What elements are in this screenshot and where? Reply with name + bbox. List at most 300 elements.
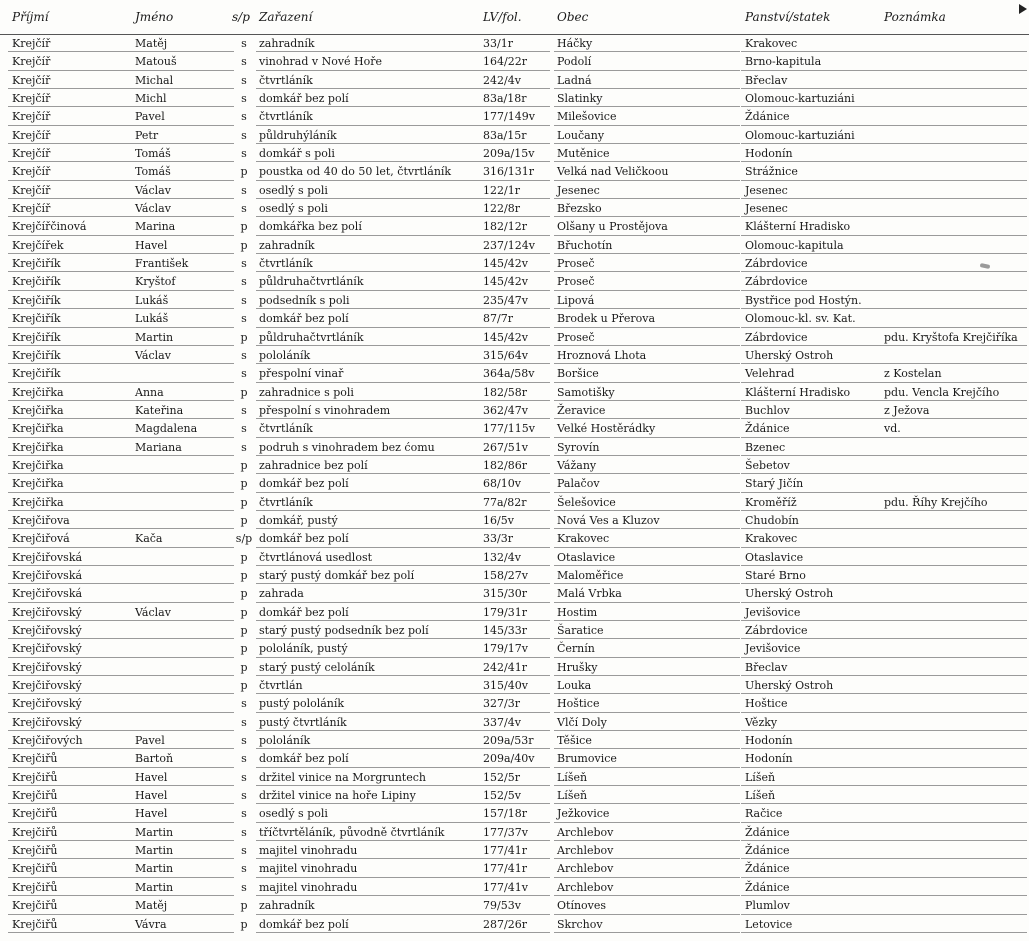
cell-note: z Ježova: [884, 403, 930, 417]
cell-lv: 145/33r: [483, 624, 527, 637]
cell-panstvi: Klášterní Hradisko: [745, 385, 851, 399]
cell-position: domkář, pustý: [259, 513, 338, 527]
cell-panstvi: Zábrdovice: [745, 330, 808, 344]
cell-obec: Syrovín: [557, 440, 600, 454]
cell-panstvi: Zábrdovice: [745, 275, 808, 289]
cell-position: přespolní vinař: [259, 367, 344, 381]
cell-note: pdu. Vencla Krejčího: [884, 385, 1000, 399]
cell-note: pdu. Kryštofa Krejčiříka: [884, 330, 1018, 344]
cell-sp: p: [240, 458, 248, 472]
row-underline: [8, 932, 132, 933]
cell-sp: s: [241, 110, 247, 124]
cell-sp: p: [240, 165, 248, 179]
cell-name: Michl: [135, 92, 167, 106]
cell-name: Kryštof: [135, 275, 176, 289]
cell-obec: Žeravice: [557, 403, 606, 417]
cell-obec: Palačov: [557, 477, 600, 491]
cell-name: František: [135, 257, 189, 271]
table-row: [0, 71, 1029, 89]
arrow-marker-icon: [1019, 4, 1027, 14]
cell-position: domkář s poli: [259, 147, 335, 161]
table-row: [0, 181, 1029, 199]
cell-surname: Krejčiřů: [12, 825, 58, 839]
cell-obec: Samotišky: [557, 385, 615, 399]
table-header: [0, 0, 1029, 35]
table-row: [0, 823, 1029, 841]
cell-position: půldruhačtvrtláník: [259, 275, 364, 289]
cell-lv: 315/30r: [483, 587, 527, 601]
cell-lv: 177/41r: [483, 862, 527, 876]
cell-surname: Krejčiřů: [12, 752, 58, 766]
table-row: [0, 639, 1029, 657]
cell-obec: Jesenec: [557, 183, 600, 197]
cell-position: zahrada: [259, 587, 304, 601]
cell-lv: 152/5r: [483, 770, 520, 784]
cell-obec: Líšeň: [557, 789, 588, 803]
cell-obec: Hroznová Lhota: [557, 348, 647, 362]
cell-name: Martin: [135, 880, 174, 894]
cell-obec: Šelešovice: [557, 495, 616, 509]
table-row: [0, 199, 1029, 217]
cell-surname: Krejčíř: [12, 183, 51, 197]
cell-lv: 145/42v: [483, 330, 528, 344]
cell-position: zahradník: [259, 238, 315, 252]
cell-position: čtvrtláník: [259, 495, 313, 509]
table-row: [0, 878, 1029, 896]
table-row: [0, 511, 1029, 529]
cell-note: vd.: [884, 422, 901, 436]
cell-panstvi: Líšeň: [745, 789, 776, 803]
cell-surname: Krejčiřka: [12, 403, 64, 417]
cell-lv: 122/8r: [483, 202, 520, 216]
cell-panstvi: Krakovec: [745, 532, 798, 546]
cell-surname: Krejčířčinová: [12, 220, 87, 234]
cell-surname: Krejčiřovský: [12, 715, 82, 729]
cell-obec: Hrušky: [557, 660, 598, 674]
table-row: [0, 419, 1029, 437]
cell-panstvi: Krakovec: [745, 37, 798, 50]
cell-obec: Podolí: [557, 55, 592, 69]
cell-position: podsedník s poli: [259, 293, 350, 307]
cell-sp: p: [240, 624, 248, 637]
header-name: Jméno: [135, 10, 174, 24]
table-row: [0, 548, 1029, 566]
cell-position: tříčtvrtěláník, původně čtvrtláník: [259, 825, 445, 839]
cell-panstvi: Olomouc-kartuziáni: [745, 92, 855, 106]
cell-sp: s: [241, 789, 247, 803]
cell-name: Magdalena: [135, 422, 198, 436]
cell-position: zahradník: [259, 37, 315, 50]
cell-lv: 182/12r: [483, 220, 527, 234]
cell-panstvi: Klášterní Hradisko: [745, 220, 851, 234]
cell-panstvi: Staré Brno: [745, 568, 806, 582]
cell-sp: s: [241, 770, 247, 784]
cell-lv: 242/4v: [483, 73, 521, 87]
cell-sp: s: [241, 275, 247, 289]
cell-obec: Hostim: [557, 605, 598, 619]
cell-surname: Krejčiřka: [12, 495, 64, 509]
table-row: [0, 621, 1029, 639]
cell-lv: 158/27v: [483, 568, 528, 582]
cell-obec: Lipová: [557, 293, 595, 307]
cell-obec: Březsko: [557, 202, 602, 216]
cell-surname: Krejčiřů: [12, 880, 58, 894]
table-row: [0, 236, 1029, 254]
cell-sp: s: [241, 734, 247, 748]
table-row: [0, 529, 1029, 547]
header-sp: s/p: [232, 10, 250, 24]
cell-position: půldruhýláník: [259, 128, 337, 142]
cell-obec: Proseč: [557, 275, 595, 289]
table-row: [0, 749, 1029, 767]
cell-surname: Krejčiřovský: [12, 679, 82, 693]
cell-obec: Otínoves: [557, 899, 607, 913]
cell-lv: 177/41r: [483, 844, 527, 858]
cell-lv: 68/10v: [483, 477, 521, 491]
table-row: [0, 584, 1029, 602]
cell-obec: Velké Hostěrádky: [557, 422, 656, 436]
cell-sp: s: [241, 422, 247, 436]
cell-sp: p: [240, 568, 248, 582]
cell-surname: Krejčiřík: [12, 367, 61, 381]
cell-sp: s: [241, 348, 247, 362]
row-underline: [741, 932, 881, 933]
cell-obec: Břuchotín: [557, 238, 613, 252]
table-row: [0, 126, 1029, 144]
cell-sp: s: [241, 862, 247, 876]
cell-surname: Krejčíř: [12, 165, 51, 179]
cell-surname: Krejčiřovský: [12, 624, 82, 637]
cell-position: podruh s vinohradem bez ćomu: [259, 440, 435, 454]
cell-panstvi: Ždánice: [745, 862, 790, 876]
cell-obec: Nová Ves a Kluzov: [557, 513, 660, 527]
cell-name: Matěj: [135, 37, 168, 50]
header-obec: Obec: [557, 10, 589, 24]
cell-lv: 287/26r: [483, 917, 527, 931]
cell-sp: s: [241, 257, 247, 271]
cell-obec: Proseč: [557, 257, 595, 271]
cell-sp: s: [241, 312, 247, 326]
table-row: [0, 566, 1029, 584]
cell-obec: Maloměřice: [557, 568, 624, 582]
cell-position: poustka od 40 do 50 let, čtvrtláník: [259, 165, 452, 179]
cell-position: zahradnice bez polí: [259, 458, 368, 472]
cell-position: čtvrtlánová usedlost: [259, 550, 373, 564]
cell-panstvi: Olomouc-kl. sv. Kat.: [745, 312, 856, 326]
cell-panstvi: Jevišovice: [745, 605, 801, 619]
cell-panstvi: Břeclav: [745, 660, 788, 674]
cell-panstvi: Letovice: [745, 917, 793, 931]
cell-note: pdu. Říhy Krejčího: [884, 495, 988, 509]
cell-surname: Krejčiřová: [12, 532, 70, 546]
cell-position: domkář bez polí: [259, 752, 349, 766]
cell-sp: p: [240, 917, 248, 931]
cell-sp: s: [241, 367, 247, 381]
table-row: [0, 438, 1029, 456]
table-row: [0, 254, 1029, 272]
cell-surname: Krejčiřů: [12, 899, 58, 913]
cell-obec: Archlebov: [557, 844, 614, 858]
cell-panstvi: Jevišovice: [745, 642, 801, 656]
cell-name: Tomáš: [135, 147, 171, 161]
table-row: [0, 804, 1029, 822]
cell-lv: 132/4v: [483, 550, 521, 564]
cell-obec: Archlebov: [557, 825, 614, 839]
cell-panstvi: Zábrdovice: [745, 257, 808, 271]
cell-obec: Archlebov: [557, 862, 614, 876]
cell-sp: s: [241, 147, 247, 161]
register-rows: [0, 34, 1029, 933]
cell-sp: s: [241, 92, 247, 106]
table-row: [0, 401, 1029, 419]
cell-name: Václav: [135, 183, 171, 197]
cell-position: zahradnice s poli: [259, 385, 354, 399]
cell-obec: Proseč: [557, 330, 595, 344]
cell-lv: 327/3r: [483, 697, 520, 711]
cell-surname: Krejčiřů: [12, 862, 58, 876]
cell-name: Martin: [135, 825, 174, 839]
cell-obec: Těšice: [557, 734, 592, 748]
cell-obec: Černín: [557, 642, 595, 656]
cell-lv: 182/58r: [483, 385, 527, 399]
cell-lv: 337/4v: [483, 715, 521, 729]
cell-panstvi: Velehrad: [745, 367, 795, 381]
cell-position: domkář bez polí: [259, 477, 349, 491]
cell-obec: Ladná: [557, 73, 592, 87]
cell-lv: 316/131r: [483, 165, 534, 179]
cell-name: Bartoň: [135, 752, 174, 766]
cell-panstvi: Jesenec: [745, 202, 788, 216]
cell-lv: 152/5v: [483, 789, 521, 803]
cell-lv: 87/7r: [483, 312, 513, 326]
cell-obec: Krakovec: [557, 532, 610, 546]
cell-name: Tomáš: [135, 165, 171, 179]
table-row: [0, 859, 1029, 877]
table-row: [0, 694, 1029, 712]
cell-obec: Mutěnice: [557, 147, 610, 161]
cell-name: Vávra: [135, 917, 167, 931]
row-underline: [480, 932, 550, 933]
cell-obec: Hoštice: [557, 697, 600, 711]
cell-surname: Krejčiřík: [12, 312, 61, 326]
table-row: [0, 328, 1029, 346]
cell-obec: Slatinky: [557, 92, 603, 106]
cell-sp: s: [241, 697, 247, 711]
row-underline: [256, 932, 480, 933]
cell-obec: Boršice: [557, 367, 599, 381]
cell-position: majitel vinohradu: [259, 862, 358, 876]
cell-obec: Malá Vrbka: [557, 587, 622, 601]
cell-surname: Krejčíř: [12, 92, 51, 106]
cell-surname: Krejčíř: [12, 73, 51, 87]
cell-obec: Otaslavice: [557, 550, 616, 564]
cell-surname: Krejčíř: [12, 37, 51, 50]
cell-lv: 362/47v: [483, 403, 528, 417]
cell-name: Lukáš: [135, 293, 169, 307]
cell-sp: p: [240, 238, 248, 252]
cell-obec: Háčky: [557, 37, 593, 50]
table-row: [0, 768, 1029, 786]
cell-position: pustý pololáník: [259, 697, 345, 711]
cell-name: Havel: [135, 238, 168, 252]
cell-lv: 209a/15v: [483, 147, 535, 161]
table-row: [0, 144, 1029, 162]
cell-surname: Krejčiřovský: [12, 605, 82, 619]
cell-name: Havel: [135, 770, 168, 784]
cell-sp: s: [241, 55, 247, 69]
cell-surname: Krejčiřů: [12, 844, 58, 858]
cell-name: Matěj: [135, 899, 168, 913]
table-row: [0, 658, 1029, 676]
cell-lv: 242/41r: [483, 660, 527, 674]
cell-position: přespolní s vinohradem: [259, 403, 391, 417]
cell-panstvi: Kroměříž: [745, 495, 797, 509]
cell-panstvi: Buchlov: [745, 403, 790, 417]
cell-name: Michal: [135, 73, 174, 87]
cell-position: čtvrtláník: [259, 422, 313, 436]
cell-panstvi: Chudobín: [745, 513, 799, 527]
cell-surname: Krejčiřík: [12, 257, 61, 271]
cell-surname: Krejčíř: [12, 55, 51, 69]
cell-name: Kateřina: [135, 403, 184, 417]
cell-lv: 33/3r: [483, 532, 513, 546]
cell-panstvi: Hoštice: [745, 697, 788, 711]
table-row: [0, 272, 1029, 290]
header-note: Poznámka: [884, 10, 946, 24]
cell-name: Lukáš: [135, 312, 169, 326]
cell-sp: p: [240, 385, 248, 399]
cell-panstvi: Plumlov: [745, 899, 790, 913]
table-row: [0, 162, 1029, 180]
cell-panstvi: Otaslavice: [745, 550, 804, 564]
cell-position: starý pustý domkář bez polí: [259, 568, 415, 582]
cell-lv: 177/115v: [483, 422, 535, 436]
table-row: [0, 676, 1029, 694]
cell-panstvi: Račice: [745, 807, 783, 821]
cell-surname: Krejčiřovská: [12, 550, 83, 564]
cell-obec: Líšeň: [557, 770, 588, 784]
cell-sp: s: [241, 844, 247, 858]
cell-sp: p: [240, 899, 248, 913]
cell-position: čtvrtláník: [259, 73, 313, 87]
cell-obec: Brumovice: [557, 752, 617, 766]
cell-sp: s: [241, 807, 247, 821]
table-row: [0, 493, 1029, 511]
cell-position: majitel vinohradu: [259, 880, 358, 894]
row-underline: [881, 932, 1027, 933]
cell-surname: Krejčíř: [12, 110, 51, 124]
cell-sp: p: [240, 220, 248, 234]
cell-name: Martin: [135, 844, 174, 858]
cell-surname: Krejčiřovský: [12, 642, 82, 656]
cell-obec: Ježkovice: [557, 807, 610, 821]
cell-panstvi: Bystřice pod Hostýn.: [745, 293, 862, 307]
cell-sp: s: [241, 73, 247, 87]
cell-surname: Krejčiřka: [12, 477, 64, 491]
header-lv: LV/fol.: [483, 10, 522, 24]
cell-sp: p: [240, 679, 248, 693]
cell-surname: Krejčiřovský: [12, 697, 82, 711]
cell-panstvi: Hodonín: [745, 752, 793, 766]
cell-name: Havel: [135, 807, 168, 821]
cell-sp: p: [240, 330, 248, 344]
cell-panstvi: Bzenec: [745, 440, 786, 454]
cell-obec: Archlebov: [557, 880, 614, 894]
row-underline: [132, 932, 234, 933]
cell-lv: 235/47v: [483, 293, 528, 307]
cell-position: pustý čtvrtláník: [259, 715, 347, 729]
table-row: [0, 291, 1029, 309]
cell-lv: 209a/40v: [483, 752, 535, 766]
cell-surname: Krejčiřík: [12, 293, 61, 307]
cell-position: osedlý s poli: [259, 202, 328, 216]
cell-lv: 364a/58v: [483, 367, 535, 381]
cell-lv: 182/86r: [483, 458, 527, 472]
cell-panstvi: Brno-kapitula: [745, 55, 822, 69]
cell-surname: Krejčiřovská: [12, 587, 83, 601]
cell-sp: s: [241, 293, 247, 307]
cell-panstvi: Líšeň: [745, 770, 776, 784]
cell-name: Petr: [135, 128, 159, 142]
cell-position: pololáník, pustý: [259, 642, 348, 656]
cell-position: domkář bez polí: [259, 312, 349, 326]
cell-position: půldruhačtvrtláník: [259, 330, 364, 344]
cell-panstvi: Hodonín: [745, 734, 793, 748]
cell-position: domkář bez polí: [259, 532, 349, 546]
header-panstvi: Panství/statek: [745, 10, 831, 24]
cell-sp: s/p: [235, 532, 253, 546]
cell-panstvi: Olomouc-kartuziáni: [745, 128, 855, 142]
cell-lv: 177/41v: [483, 880, 528, 894]
cell-panstvi: Olomouc-kapitula: [745, 238, 844, 252]
cell-sp: s: [241, 880, 247, 894]
cell-obec: Velká nad Veličkoou: [557, 165, 669, 179]
cell-surname: Krejčíř: [12, 202, 51, 216]
cell-lv: 16/5v: [483, 513, 514, 527]
cell-lv: 179/17v: [483, 642, 528, 656]
table-row: [0, 52, 1029, 70]
cell-obec: Loučany: [557, 128, 605, 142]
cell-surname: Krejčiřů: [12, 917, 58, 931]
cell-lv: 164/22r: [483, 55, 527, 69]
table-row: [0, 309, 1029, 327]
cell-sp: s: [241, 202, 247, 216]
table-row: [0, 841, 1029, 859]
cell-surname: Krejčiřovský: [12, 660, 82, 674]
table-row: [0, 713, 1029, 731]
cell-lv: 179/31r: [483, 605, 527, 619]
cell-position: vinohrad v Nové Hoře: [259, 55, 383, 69]
cell-position: držitel vinice na hoře Lipiny: [259, 789, 416, 803]
cell-name: Martin: [135, 330, 174, 344]
cell-surname: Krejčiřů: [12, 789, 58, 803]
table-row: [0, 383, 1029, 401]
cell-sp: s: [241, 825, 247, 839]
cell-position: domkář bez polí: [259, 605, 349, 619]
cell-panstvi: Vězky: [745, 715, 778, 729]
table-row: [0, 217, 1029, 235]
cell-panstvi: Zábrdovice: [745, 624, 808, 637]
cell-obec: Brodek u Přerova: [557, 312, 656, 326]
cell-sp: s: [241, 128, 247, 142]
cell-surname: Krejčiřů: [12, 770, 58, 784]
cell-surname: Krejčiřka: [12, 385, 64, 399]
cell-panstvi: Ždánice: [745, 825, 790, 839]
cell-name: Marina: [135, 220, 176, 234]
cell-name: Václav: [135, 202, 171, 216]
cell-sp: s: [241, 403, 247, 417]
cell-name: Pavel: [135, 734, 165, 748]
